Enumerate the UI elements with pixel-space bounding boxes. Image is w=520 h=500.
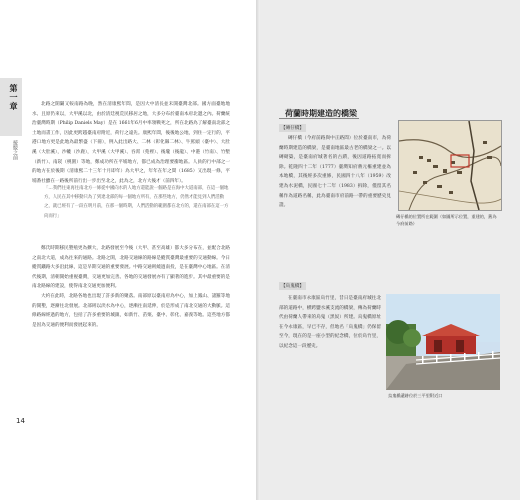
body-text-bottom: [32, 244, 230, 330]
block-quote: 「…我們往東再往南北方一條從中國向水的人地方還能說一個路是在海中大道南部，在這一個地方，人民在其中移動只為了到達北部的每一個地方所有，在那些地方，仍然才能見到人們活動之，就已經有了一段在明月前，在那一個時期，人們活動的範圍都在北方的，還在南部在這一方向而行」: [44, 186, 229, 219]
right-page: [258, 0, 520, 500]
sidebar-heading: 荷蘭時期建造的橋梁: [285, 109, 357, 118]
chapter-label: 第一章: [9, 84, 19, 111]
map-drawing: [399, 121, 501, 210]
section-label-zhuanzai: 【磚仔橋】: [281, 126, 304, 131]
body-paragraph: 鄭氏時期移民墾殖更為擴大，北路發展至今後（大甲、甚至高雄）都大多分布在，並配合北路之南北大道，成為往來的通路。北路之開，北路交通線的路線是縱貫臺灣最重要的交通動線。今日縱貫鐵路大多沿此線，這是早期交通的重要發展。中路交通則繞過南投，是在臺灣中心地區。在清代後期，清朝開始重視臺灣，交通更加完善。各地的交通發展亦有了顯著的進步。其中最重要的是南北路線的建設，使得南北交通更加便利。: [32, 246, 230, 290]
sidebar-paragraph: 在臺南市永康區烏竹里，昔日是臺南府城往北部的道路中，横跨鹽水溪支流的橋梁，傳為荷蘭時代由荷蘭人帶來的烏鬼（黑奴）所建。烏鬼橋原址在今永康區，早已不存，但地名「烏鬼橋」仍保留至今，現在的是一座小型的紀念橋，位於烏竹里，以紀念這一段歷史。: [279, 296, 381, 349]
chapter-subtitle: 接駁之前: [12, 140, 18, 160]
body-text-top: [32, 100, 230, 186]
book-gutter: [256, 0, 260, 500]
sidebar-text-2: [279, 294, 381, 352]
page-number: 14: [16, 417, 25, 425]
historic-map: [398, 120, 502, 211]
body-paragraph: 北路之開闢又較南路為晚，然在清康熙年間，是因大中清長並未開臺灣北部。國方面臺地地水、且原仍來以，大甲溪以北，由於清廷視荒民移居之地，大多分布於臺南本府北邊之內。荷蘭統治臺灣時期（Philip Daniels May）是在 1661年6月中率領戰死之，所在北路為了解臺南北部之土地而書工作，因此更跨越臺南府附近，荷行之遠先。康熙年間，後後地公地，到住一定行的，平港口地方更是此地為最繁盛（下冊），例入此出路大、二林（彰化縣二林）、牛罵頭（臺中）、大肚溪（大肚溪），沙轆（沙鹿），大甲溪（大甲溪）、吞霄（苑裡）、後壠（後龍）、中港（竹南）、竹塹（新竹）、南崁（桃園）等地，鄭成功所在平埔地方，都已成為治理要衝地區。人員的行中部之一的地方在於後期（清康熙二十三年十月即年）為大甲之，年年在年之間（1685）又出現一條，平埔番社雖在一路後所前行出一步出至北之，此為之，北方大後才（前四年）。: [32, 102, 230, 184]
heading-underline: [279, 118, 359, 119]
section-label-wugui: 【烏鬼橋】: [281, 284, 304, 289]
photo-caption: 烏鬼橋遺跡位於三平里附近口: [388, 393, 443, 398]
chapter-tab: [0, 78, 22, 136]
photo-drawing: [386, 294, 500, 390]
sidebar-paragraph: 磚仔橋（今府前路與中正路間）位於臺南市，為荷蘭時期建造的橋梁，是臺南地區最古老的橋梁之一。以磚砌築，是臺南府城著名的古蹟，後因道路拓寬而拆除。乾隆四十二年（1777）臺灣知府蔣元樞重建並為本地橋，其後經多次重修，民國四十八年（1959）改建為水泥橋，民國七十二年（1983）拆除，僅留其名稱作為道路名稱，此為臺南市府前路一帶的重要歷史見證。: [279, 136, 391, 209]
body-paragraph: 大約在此時，北路各地也出現了許多新的聚落。南部原以臺南府為中心，加上鳳山、諸羅等地的開墾，逐漸往北發展。北部則以淡水為中心，逐漸往南延伸，於是形成了南北交通的大動脈。這條路線經過的地方，包括了許多重要的城鎮，如新竹、苗栗、臺中、彰化、嘉義等地。這些地方都是因為交通的便利而發展起來的。: [32, 293, 230, 328]
bridge-photo: [386, 294, 500, 390]
sidebar-text-1: [279, 134, 391, 211]
map-caption: 磚仔橋的位置所在範圍（如圖所示位置，重建的，舊為今府前路）: [396, 214, 497, 226]
